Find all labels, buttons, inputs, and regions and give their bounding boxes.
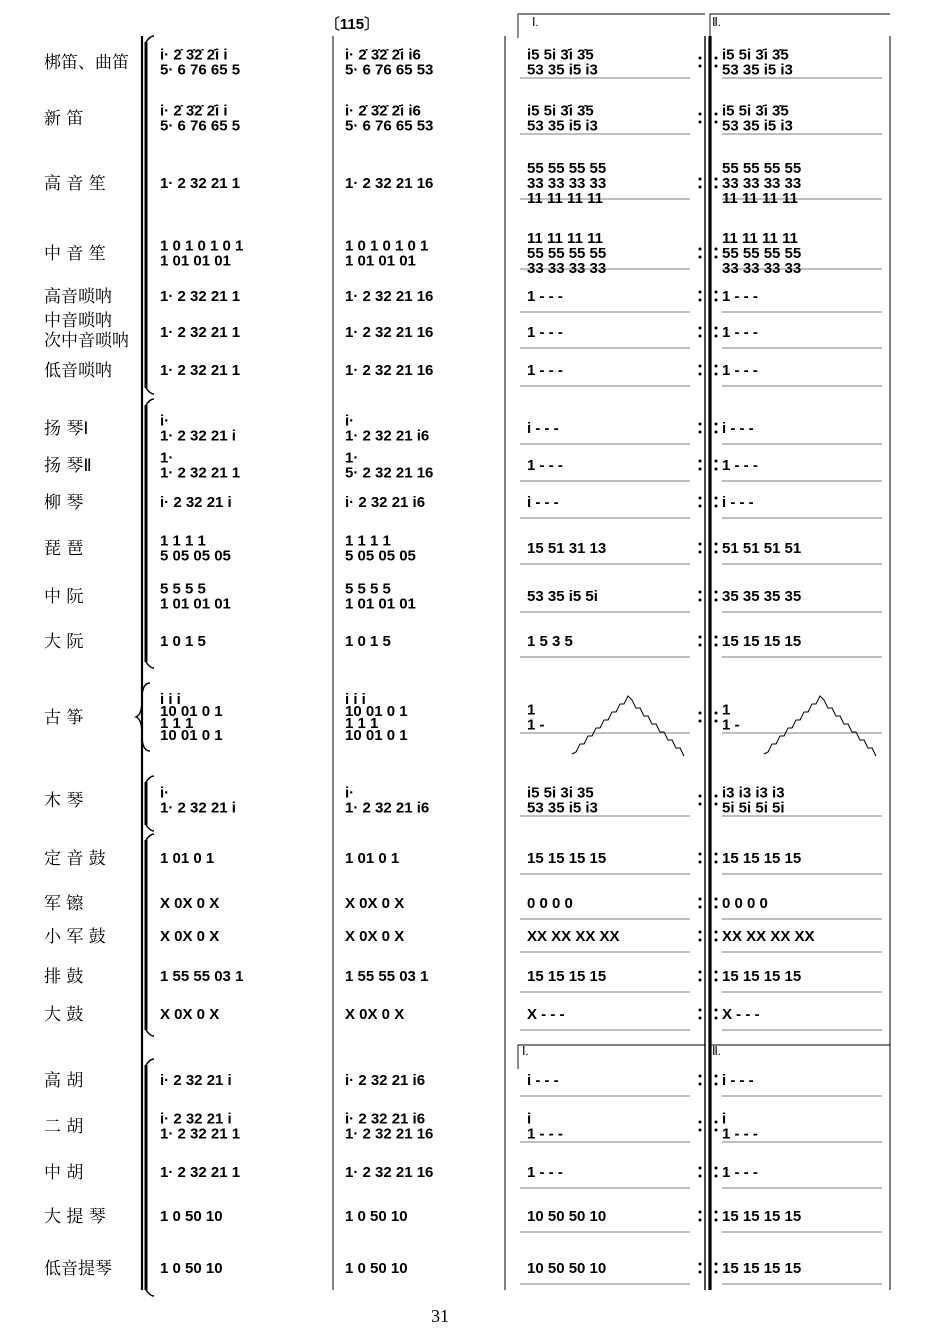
repeat-dot [699, 373, 702, 376]
m1-notation: 5 05 05 05 [160, 547, 231, 565]
repeat-dot [699, 591, 702, 594]
e2-notation: i - - - [722, 1072, 754, 1089]
e2-notation: 55 55 55 55 [722, 160, 802, 177]
repeat-dot [699, 1175, 702, 1178]
m2-notation: i· 2 32 21 i6 [345, 494, 426, 511]
repeat-dot [699, 543, 702, 546]
e2-notation: 15 15 15 15 [722, 850, 802, 867]
repeat-dot [699, 898, 702, 901]
e1-notation: 11 11 11 11 [527, 190, 603, 207]
repeat-dot [699, 1129, 702, 1132]
repeat-dot [715, 299, 718, 302]
bracket-winds-top [146, 36, 154, 42]
m2-notation: i· [345, 784, 355, 802]
repeat-dot [715, 423, 718, 426]
bracket-strings-top [146, 1059, 154, 1065]
e1-notation: i - - - [527, 494, 559, 511]
bracket-plucked-top [146, 399, 154, 405]
repeat-dot [715, 720, 718, 723]
instrument-name: 定 音 鼓 [44, 849, 106, 869]
e1-notation: i [527, 1110, 532, 1128]
e2-notation: i - - - [722, 494, 754, 511]
e2-notation: 11 11 11 11 [722, 230, 798, 247]
m2-notation: 1· 2 32 21 16 [345, 324, 434, 341]
e1-notation: 55 55 55 55 [527, 160, 607, 177]
repeat-dot [699, 1017, 702, 1020]
repeat-dot [715, 178, 718, 181]
repeat-dot [715, 291, 718, 294]
e2-notation: i3 i3 i3 i3 [722, 784, 785, 802]
repeat-dot [715, 186, 718, 189]
ending-2-label-strings: Ⅱ. [712, 1044, 721, 1058]
instrument-name: 高 胡 [44, 1071, 84, 1091]
bracket-percussion-bottom [146, 1030, 154, 1036]
e1-notation: 15 15 15 15 [527, 850, 607, 867]
repeat-dot [699, 1167, 702, 1170]
repeat-dot [715, 543, 718, 546]
repeat-dot [715, 795, 718, 798]
repeat-dot [715, 1263, 718, 1266]
e2-notation: i [722, 1110, 727, 1128]
repeat-dot [699, 906, 702, 909]
repeat-dot [699, 505, 702, 508]
m2-notation: 1 01 0 1 [345, 850, 400, 867]
e2-notation: 1 - - - [722, 457, 758, 474]
e1-notation: 33 33 33 33 [527, 175, 607, 192]
repeat-dot [699, 644, 702, 647]
repeat-dot [699, 299, 702, 302]
e2-notation: 0 0 0 0 [722, 895, 768, 912]
e2-notation: 53 35 i5 i3 [722, 61, 793, 79]
m2-notation: 5· 2 32 21 16 [345, 464, 434, 482]
m2-notation: 1 01 01 01 [345, 252, 416, 270]
m2-notation: 1· 2 32 21 16 [345, 1164, 434, 1181]
m2-notation: 1· 2 32 21 16 [345, 362, 434, 379]
repeat-dot [699, 1121, 702, 1124]
repeat-dot [699, 853, 702, 856]
bracket-strings-bottom [146, 1290, 154, 1296]
m2-notation: 5· 6 76 65 53 [345, 61, 434, 79]
repeat-dot [715, 1009, 718, 1012]
e1-notation: i5 5i 3̇i 3̇5 [527, 46, 594, 64]
instrument-name: 中 阮 [44, 587, 84, 607]
repeat-dot [715, 497, 718, 500]
repeat-dot [715, 256, 718, 259]
repeat-dot [699, 256, 702, 259]
repeat-dot [715, 468, 718, 471]
repeat-dot [699, 803, 702, 806]
e2-notation: 5i 5i 5i 5i [722, 799, 785, 817]
repeat-dot [699, 365, 702, 368]
m2-notation: X 0X 0 X [345, 1006, 405, 1023]
m2-notation: 5 05 05 05 [345, 547, 416, 565]
instrument-name: 小 军 鼓 [44, 927, 106, 947]
e1-notation: X - - - [527, 1006, 565, 1023]
repeat-dot [715, 505, 718, 508]
m1-notation: X 0X 0 X [160, 928, 220, 945]
e2-notation: 11 11 11 11 [722, 190, 798, 207]
repeat-dot [699, 460, 702, 463]
e1-notation: 1 - [527, 716, 545, 734]
repeat-dot [715, 591, 718, 594]
repeat-dot [699, 599, 702, 602]
e1-notation: 1 5 3 5 [527, 633, 573, 650]
bracket-percussion-top [146, 834, 154, 840]
m1-notation: i· [160, 784, 170, 802]
instrument-name: 梆笛、曲笛 [44, 53, 129, 73]
m2-notation: i· 2̇ 3̇2̇ 2̇i i6 [345, 46, 421, 64]
m2-notation: 1· 2 32 21 i6 [345, 427, 430, 445]
m1-notation: i i i [160, 691, 181, 708]
repeat-dot [699, 939, 702, 942]
e1-notation: 53 35 i5 i3 [527, 117, 598, 135]
repeat-dot [715, 979, 718, 982]
rehearsal-mark: 〔115〕 [324, 16, 380, 33]
repeat-dot [699, 979, 702, 982]
e2-notation: 1 - - - [722, 362, 758, 379]
e1-notation: 1 - - - [527, 324, 563, 341]
repeat-dot [715, 65, 718, 68]
e1-notation: 10 50 50 10 [527, 1208, 607, 1225]
m2-notation: 1· 2 32 21 16 [345, 1125, 434, 1143]
repeat-dot [715, 1219, 718, 1222]
repeat-dot [715, 1175, 718, 1178]
m1-notation: 1 55 55 03 1 [160, 968, 244, 985]
repeat-dot [699, 1083, 702, 1086]
repeat-dot [699, 1219, 702, 1222]
e1-notation: 53 35 i5 i3 [527, 799, 598, 817]
e1-notation: 1 - - - [527, 1164, 563, 1181]
e1-notation: 33 33 33 33 [527, 260, 607, 277]
e2-notation: 1 - - - [722, 288, 758, 305]
repeat-dot [699, 551, 702, 554]
repeat-dot [715, 861, 718, 864]
repeat-dot [699, 178, 702, 181]
m2-notation: 1 0 50 10 [345, 1260, 408, 1277]
e2-notation: 1 [722, 701, 731, 719]
ending-bracket [710, 1045, 890, 1069]
repeat-dot [715, 931, 718, 934]
repeat-dot [699, 795, 702, 798]
repeat-dot [715, 971, 718, 974]
m1-notation: 1 01 01 01 [160, 252, 231, 270]
m2-notation: i· [345, 412, 355, 430]
instrument-name: 扬 琴Ⅰ [44, 419, 89, 439]
e1-notation: 53 35 i5 i3 [527, 61, 598, 79]
m1-notation: 10 01 0 1 [160, 703, 223, 720]
repeat-dot [699, 431, 702, 434]
m1-notation: 1· 2 32 21 1 [160, 464, 241, 482]
instrument-name: 琵 琶 [44, 539, 84, 559]
repeat-dot [699, 497, 702, 500]
repeat-dot [715, 248, 718, 251]
m2-notation: i· 2̇ 3̇2̇ 2̇i i6 [345, 102, 421, 120]
m1-notation: 1 1 1 1 [160, 532, 206, 550]
e2-notation: 53 35 i5 i3 [722, 117, 793, 135]
instrument-name: 高音唢呐 [44, 287, 112, 307]
e2-notation: 55 55 55 55 [722, 245, 802, 262]
m1-notation: i· [160, 412, 170, 430]
m1-notation: 1· 2 32 21 1 [160, 324, 241, 341]
m2-notation: 1 0 1 5 [345, 633, 391, 650]
bracket-xylophone-top [146, 776, 154, 782]
e1-notation: 10 50 50 10 [527, 1260, 607, 1277]
e2-notation: 1 - - - [722, 324, 758, 341]
ending-bracket [710, 14, 890, 38]
bracket-plucked-bottom [146, 662, 154, 668]
e2-notation: X - - - [722, 1006, 760, 1023]
instrument-name: 中 胡 [44, 1163, 84, 1183]
m1-notation: 1· 2 32 21 1 [160, 362, 241, 379]
e1-notation: i5 5i 3̇i 3̇5 [527, 102, 594, 120]
repeat-dot [699, 57, 702, 60]
e2-notation: 1 - [722, 716, 740, 734]
instrument-name: 木 琴 [44, 791, 84, 811]
repeat-dot [715, 460, 718, 463]
instrument-name: 扬 琴Ⅱ [44, 456, 92, 476]
repeat-dot [715, 636, 718, 639]
e1-notation: i - - - [527, 1072, 559, 1089]
m2-notation: X 0X 0 X [345, 895, 405, 912]
bracket-xylophone-bottom [146, 825, 154, 831]
e1-notation: 15 15 15 15 [527, 968, 607, 985]
m2-notation: 1 1 1 [345, 715, 379, 732]
e1-notation: 1 - - - [527, 288, 563, 305]
repeat-dot [715, 599, 718, 602]
instrument-name: 高 音 笙 [44, 174, 106, 194]
ending-2-label-top: Ⅱ. [712, 15, 721, 29]
m1-notation: i· 2 32 21 i [160, 1072, 232, 1089]
repeat-dot [699, 1211, 702, 1214]
e1-notation: XX XX XX XX [527, 928, 620, 945]
repeat-dot [699, 291, 702, 294]
e1-notation: 1 - - - [527, 1125, 563, 1143]
m1-notation: 1 0 50 10 [160, 1208, 223, 1225]
e2-notation: XX XX XX XX [722, 928, 815, 945]
m1-notation: 1· 2 32 21 1 [160, 288, 241, 305]
m2-notation: 1 1 1 1 [345, 532, 391, 550]
m1-notation: 1 01 0 1 [160, 850, 215, 867]
repeat-dot [715, 853, 718, 856]
m2-notation: 1 01 01 01 [345, 595, 416, 613]
bracket-winds-bottom [146, 388, 154, 394]
repeat-dot [715, 327, 718, 330]
m1-notation: i· 2̇ 3̇2̇ 2̇i i [160, 46, 228, 64]
repeat-dot [715, 1017, 718, 1020]
repeat-dot [715, 113, 718, 116]
m2-notation: 10 01 0 1 [345, 703, 408, 720]
m1-notation: i· 2 32 21 i [160, 1110, 232, 1128]
m1-notation: 5 5 5 5 [160, 580, 206, 598]
instrument-name: 二 胡 [44, 1117, 84, 1137]
repeat-dot [699, 121, 702, 124]
e1-notation: 1 [527, 701, 536, 719]
instrument-name: 大 提 琴 [44, 1207, 106, 1227]
m2-notation: i· 2 32 21 i6 [345, 1110, 426, 1128]
m2-notation: X 0X 0 X [345, 928, 405, 945]
repeat-dot [699, 65, 702, 68]
e2-notation: 15 15 15 15 [722, 1208, 802, 1225]
repeat-dot [715, 1211, 718, 1214]
repeat-dot [715, 1129, 718, 1132]
repeat-dot [715, 644, 718, 647]
e1-notation: 55 55 55 55 [527, 245, 607, 262]
e2-notation: i5 5i 3̇i 3̇5 [722, 46, 789, 64]
repeat-dot [715, 712, 718, 715]
repeat-dot [715, 373, 718, 376]
m1-notation: 5· 6 76 65 5 [160, 61, 241, 79]
m2-notation: 1· [345, 449, 359, 467]
m2-notation: 5 5 5 5 [345, 580, 391, 598]
m1-notation: i· 2̇ 3̇2̇ 2̇i i [160, 102, 228, 120]
m2-notation: 10 01 0 1 [345, 727, 408, 744]
repeat-dot [699, 1271, 702, 1274]
guzheng-glissando-1 [572, 696, 684, 756]
instrument-name: 低音提琴 [44, 1259, 112, 1279]
m1-notation: X 0X 0 X [160, 1006, 220, 1023]
ending-1-label-strings: Ⅰ. [522, 1044, 529, 1058]
repeat-dot [715, 803, 718, 806]
e2-notation: i - - - [722, 420, 754, 437]
e2-notation: 15 15 15 15 [722, 968, 802, 985]
repeat-dot [699, 248, 702, 251]
repeat-dot [715, 1075, 718, 1078]
repeat-dot [699, 636, 702, 639]
e1-notation: 11 11 11 11 [527, 230, 603, 247]
instrument-name-secondary: 次中音唢呐 [44, 331, 129, 351]
repeat-dot [699, 1009, 702, 1012]
repeat-dot [699, 113, 702, 116]
m1-notation: 1· 2 32 21 i [160, 799, 236, 817]
instrument-name: 排 鼓 [44, 967, 84, 987]
m1-notation: 5· 6 76 65 5 [160, 117, 241, 135]
m1-notation: 1 01 01 01 [160, 595, 231, 613]
repeat-dot [715, 1121, 718, 1124]
e1-notation: 53 35 i5 5i [527, 588, 598, 605]
repeat-dot [715, 906, 718, 909]
m1-notation: 10 01 0 1 [160, 727, 223, 744]
repeat-dot [715, 335, 718, 338]
m2-notation: 1· 2 32 21 16 [345, 288, 434, 305]
repeat-dot [699, 186, 702, 189]
e2-notation: 33 33 33 33 [722, 260, 802, 277]
instrument-name: 中 音 笙 [44, 244, 106, 264]
m2-notation: 1 55 55 03 1 [345, 968, 429, 985]
e2-notation: 1 - - - [722, 1125, 758, 1143]
instrument-name: 古 筝 [44, 708, 84, 728]
m1-notation: 1 0 1 0 1 0 1 [160, 237, 244, 255]
repeat-dot [699, 1263, 702, 1266]
repeat-dot [715, 431, 718, 434]
e2-notation: 15 15 15 15 [722, 633, 802, 650]
e2-notation: 33 33 33 33 [722, 175, 802, 192]
m2-notation: 1· 2 32 21 16 [345, 175, 434, 192]
m2-notation: 1 0 1 0 1 0 1 [345, 237, 429, 255]
repeat-dot [699, 327, 702, 330]
repeat-dot [715, 551, 718, 554]
m1-notation: 1 1 1 [160, 715, 194, 732]
repeat-dot [699, 335, 702, 338]
m2-notation: i· 2 32 21 i6 [345, 1072, 426, 1089]
m1-notation: 1 0 50 10 [160, 1260, 223, 1277]
e1-notation: 1 - - - [527, 457, 563, 474]
instrument-name: 军 镲 [44, 894, 84, 914]
m2-notation: 1· 2 32 21 i6 [345, 799, 430, 817]
e1-notation: i5 5i 3i 35 [527, 784, 594, 802]
m1-notation: 1· [160, 449, 174, 467]
repeat-dot [699, 931, 702, 934]
instrument-name: 大 鼓 [44, 1005, 84, 1025]
m2-notation: 1 0 50 10 [345, 1208, 408, 1225]
e2-notation: 51 51 51 51 [722, 540, 802, 557]
repeat-dot [715, 898, 718, 901]
instrument-name: 大 阮 [44, 632, 84, 652]
repeat-dot [699, 971, 702, 974]
repeat-dot [715, 365, 718, 368]
repeat-dot [699, 423, 702, 426]
repeat-dot [699, 1075, 702, 1078]
e1-notation: 1 - - - [527, 362, 563, 379]
instrument-name: 新 笛 [44, 109, 84, 129]
page-number: 31 [431, 1306, 449, 1326]
m1-notation: 1· 2 32 21 i [160, 427, 236, 445]
e2-notation: 15 15 15 15 [722, 1260, 802, 1277]
repeat-dot [699, 861, 702, 864]
m1-notation: 1· 2 32 21 1 [160, 175, 241, 192]
m1-notation: 1· 2 32 21 1 [160, 1164, 241, 1181]
e1-notation: i - - - [527, 420, 559, 437]
repeat-dot [715, 121, 718, 124]
m2-notation: 5· 6 76 65 53 [345, 117, 434, 135]
e1-notation: 0 0 0 0 [527, 895, 573, 912]
repeat-dot [699, 468, 702, 471]
repeat-dot [699, 712, 702, 715]
repeat-dot [699, 720, 702, 723]
ending-bracket [518, 14, 705, 38]
m1-notation: i· 2 32 21 i [160, 494, 232, 511]
e1-notation: 15 51 31 13 [527, 540, 607, 557]
repeat-dot [715, 1271, 718, 1274]
m2-notation: i i i [345, 691, 366, 708]
repeat-dot [715, 1083, 718, 1086]
e2-notation: 35 35 35 35 [722, 588, 802, 605]
guzheng-glissando-2 [764, 696, 876, 756]
repeat-dot [715, 939, 718, 942]
instrument-name: 低音唢呐 [44, 361, 112, 381]
repeat-dot [715, 1167, 718, 1170]
ending-1-label-top: Ⅰ. [532, 15, 539, 29]
instrument-name: 中音唢呐 [44, 311, 112, 331]
m1-notation: X 0X 0 X [160, 895, 220, 912]
repeat-dot [715, 57, 718, 60]
e2-notation: i5 5i 3̇i 3̇5 [722, 102, 789, 120]
instrument-name: 柳 琴 [44, 493, 84, 513]
m1-notation: 1· 2 32 21 1 [160, 1125, 241, 1143]
ending-bracket [518, 1045, 705, 1069]
e2-notation: 1 - - - [722, 1164, 758, 1181]
m1-notation: 1 0 1 5 [160, 633, 206, 650]
